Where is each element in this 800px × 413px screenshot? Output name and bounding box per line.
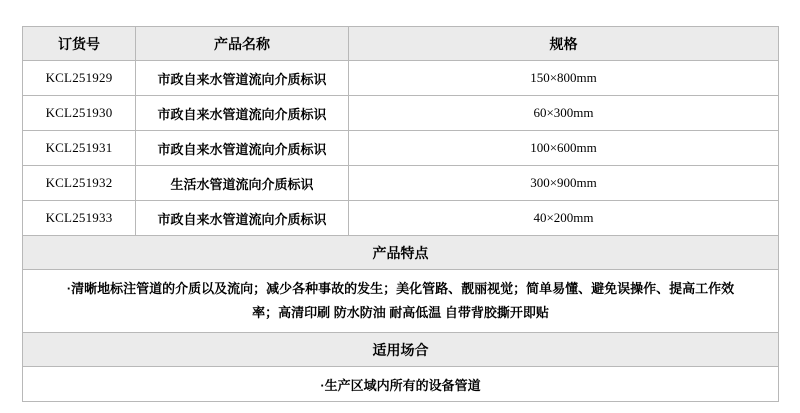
cell-specification: 60×300mm xyxy=(349,96,779,131)
table-header-row xyxy=(23,27,779,61)
column-header-code: 订货号 xyxy=(23,27,136,61)
section-header-applications xyxy=(23,333,779,367)
applications-text-cell: ·生产区域内所有的设备管道 xyxy=(23,367,779,402)
table-row xyxy=(23,131,779,166)
cell-product-name: 市政自来水管道流向介质标识 xyxy=(136,61,349,96)
cell-order-code: KCL251931 xyxy=(23,131,136,166)
cell-product-name: 市政自来水管道流向介质标识 xyxy=(136,201,349,236)
cell-specification: 40×200mm xyxy=(349,201,779,236)
cell-specification: 300×900mm xyxy=(349,166,779,201)
table-row xyxy=(23,96,779,131)
cell-specification: 150×800mm xyxy=(349,61,779,96)
cell-order-code: KCL251930 xyxy=(23,96,136,131)
cell-order-code: KCL251932 xyxy=(23,166,136,201)
features-text-cell xyxy=(23,270,779,333)
product-spec-table xyxy=(22,26,779,402)
cell-product-name: 市政自来水管道流向介质标识 xyxy=(136,96,349,131)
cell-product-name: 市政自来水管道流向介质标识 xyxy=(136,131,349,166)
cell-order-code: KCL251929 xyxy=(23,61,136,96)
section-title-features: 产品特点 xyxy=(23,236,779,270)
cell-order-code: KCL251933 xyxy=(23,201,136,236)
section-body-features xyxy=(23,270,779,333)
section-header-features xyxy=(23,236,779,270)
features-line-1: ·清晰地标注管道的介质以及流向；减少各种事故的发生；美化管路、靓丽视觉；简单易懂、避免误操作、提高工作效 xyxy=(66,281,735,296)
section-body-applications xyxy=(23,367,779,402)
table-row xyxy=(23,201,779,236)
features-line-2: 率；高清印刷 防水防油 耐高低温 自带背胶撕开即贴 xyxy=(252,305,549,321)
column-header-spec: 规格 xyxy=(349,27,779,61)
column-header-name: 产品名称 xyxy=(136,27,349,61)
table-row xyxy=(23,61,779,96)
cell-specification: 100×600mm xyxy=(349,131,779,166)
section-title-applications: 适用场合 xyxy=(23,333,779,367)
cell-product-name: 生活水管道流向介质标识 xyxy=(136,166,349,201)
spec-table-container xyxy=(22,26,778,402)
table-row xyxy=(23,166,779,201)
